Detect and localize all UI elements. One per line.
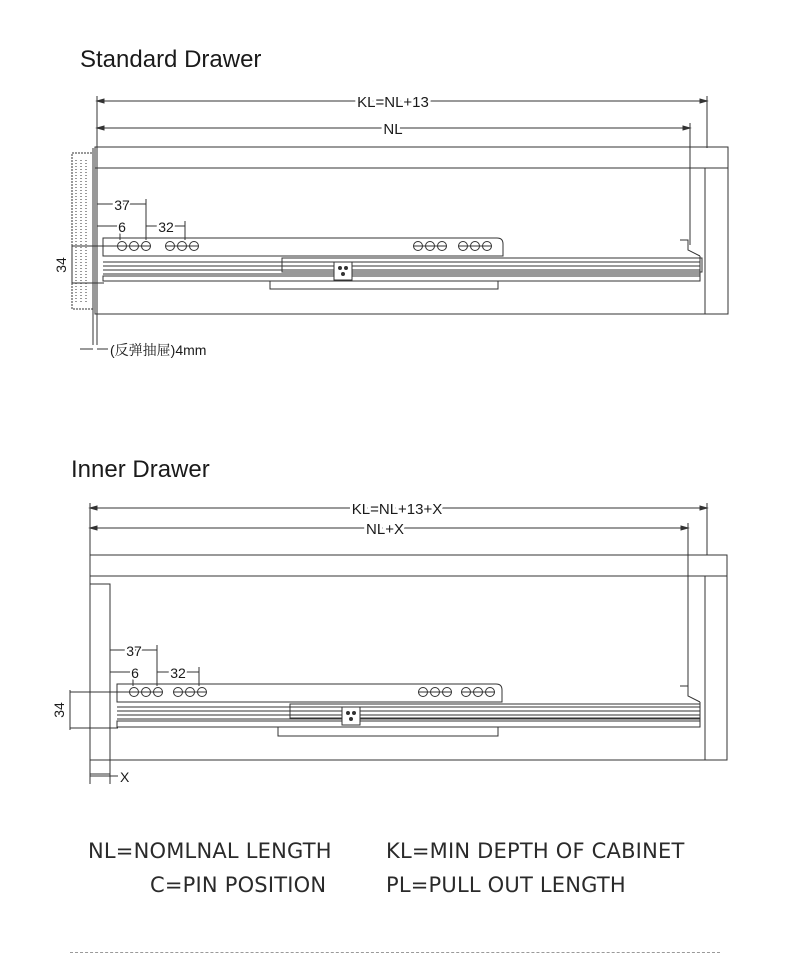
gap-note: (反弹抽屉)4mm — [110, 342, 207, 358]
legend-c: C=PIN POSITION — [150, 873, 327, 897]
legend-pl: PL=PULL OUT LENGTH — [386, 873, 626, 897]
legend-nl: NL=NOMLNAL LENGTH — [88, 839, 332, 863]
inner-drawer-title: Inner Drawer — [71, 456, 210, 483]
dim-32-label: 32 — [158, 219, 174, 235]
kl-label: KL=NL+13+X — [351, 501, 443, 518]
drawer-side-profile — [117, 684, 502, 702]
nl-label: NL — [383, 121, 403, 138]
x-gap-label: X — [120, 769, 130, 785]
nl-label: NL+X — [366, 521, 404, 538]
dim-34-label: 34 — [53, 257, 69, 273]
dashed-divider — [70, 952, 720, 953]
cabinet-outline — [90, 555, 727, 760]
legend-kl: KL=MIN DEPTH OF CABINET — [386, 839, 685, 863]
dim-32-label: 32 — [170, 665, 186, 681]
dim-37-label: 37 — [114, 197, 130, 213]
dim-34-label: 34 — [51, 702, 67, 718]
dim-37-label: 37 — [126, 643, 142, 659]
dim-6-label: 6 — [131, 665, 139, 681]
dim-6-label: 6 — [118, 219, 126, 235]
drawer-front — [90, 584, 110, 774]
kl-label: KL=NL+13 — [357, 94, 429, 111]
cabinet-side-panel — [705, 576, 727, 760]
standard-drawer-title: Standard Drawer — [80, 46, 262, 73]
